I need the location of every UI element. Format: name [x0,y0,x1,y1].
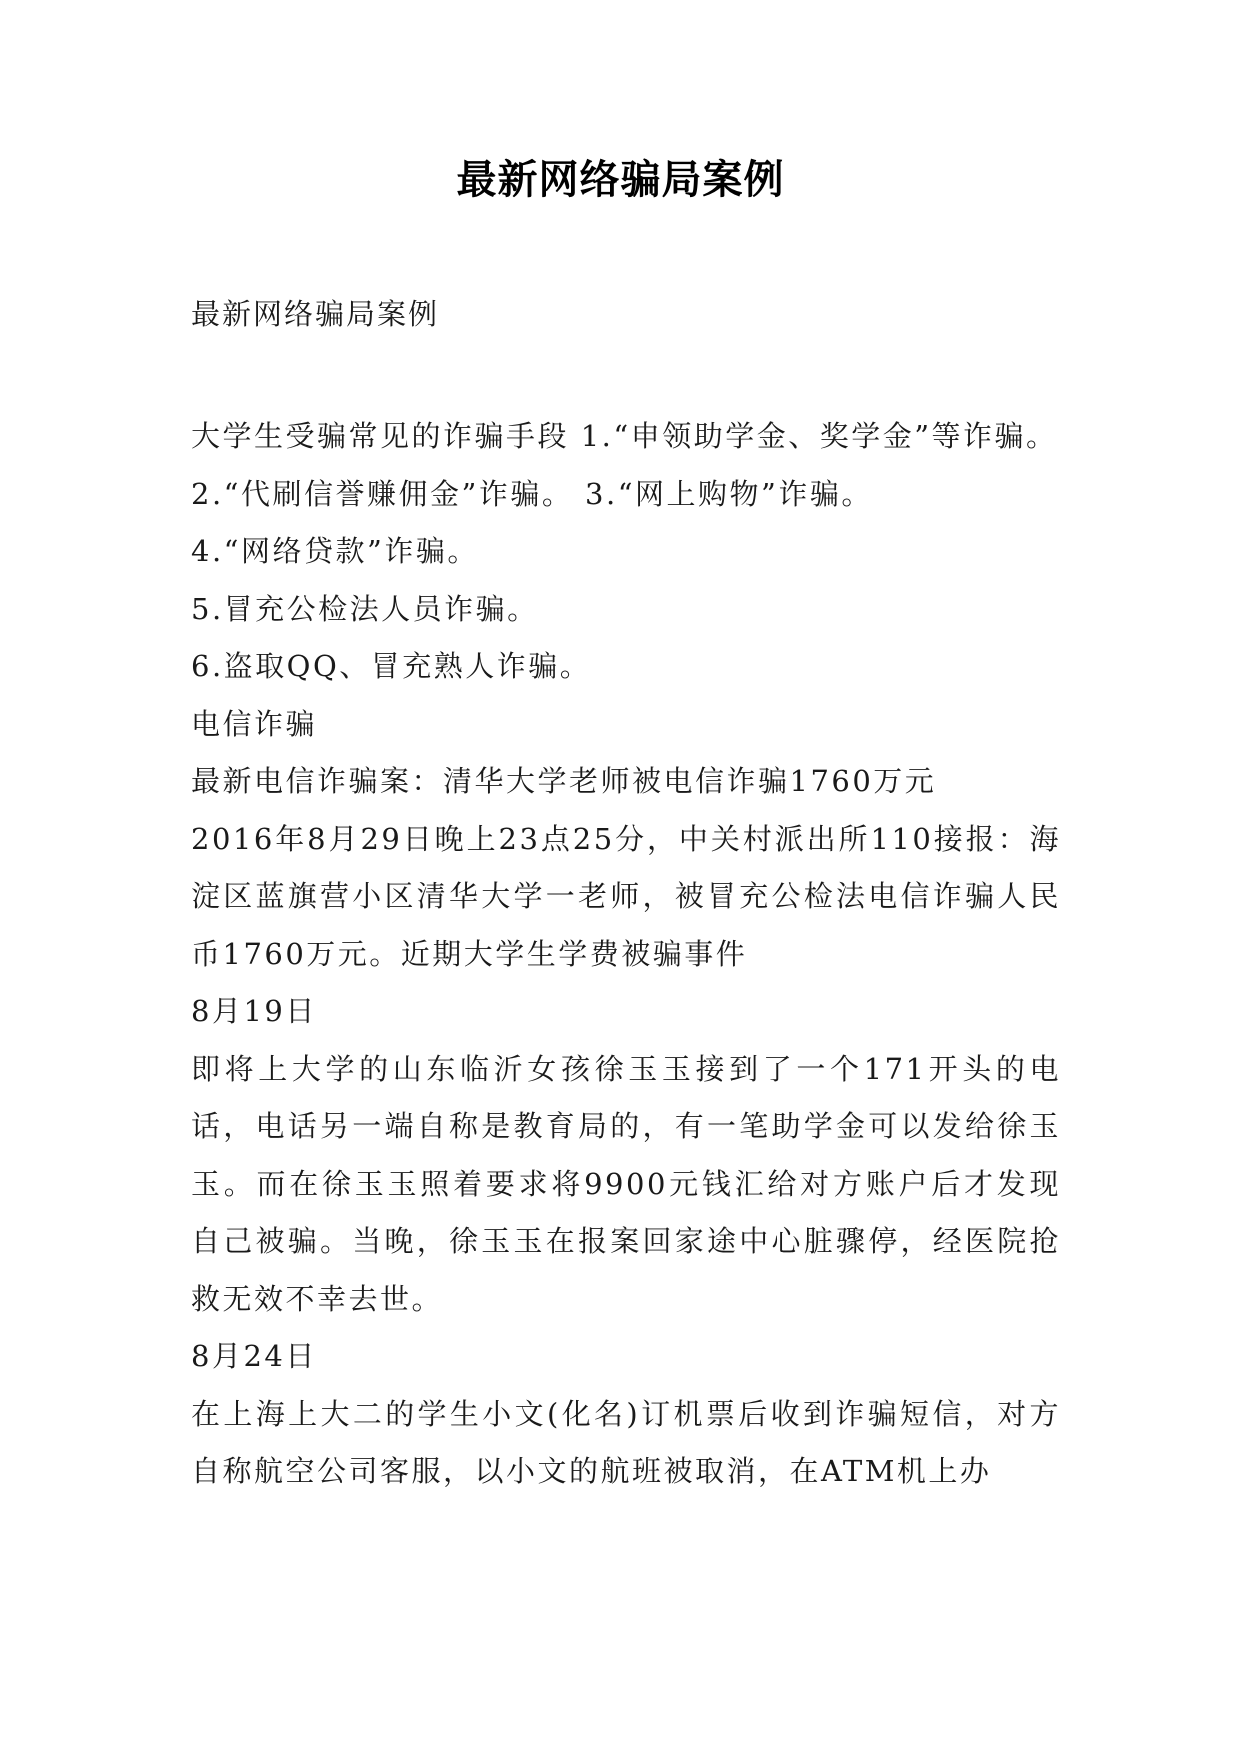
paragraph-case-headline: 最新电信诈骗案：清华大学老师被电信诈骗1760万元 [191,764,937,798]
paragraph-list-item: 6.盗取QQ、冒充熟人诈骗。 [191,649,592,683]
section-heading: 电信诈骗 [191,706,318,741]
document-subtitle: 最新网络骗局案例 [191,297,440,331]
document-body [191,408,1061,1501]
paragraph-scam-methods: 大学生受骗常见的诈骗手段 1.“申领助学金、奖学金”等诈骗。 [191,419,1058,453]
paragraph-list-item: 4.“网络贷款”诈骗。 [191,534,479,568]
paragraph-case-detail: 在上海上大二的学生小文(化名)订机票后收到诈骗短信，对方自称航空公司客服，以小文的航班被取消，在ATM机上办 [191,1396,1061,1488]
paragraph-date: 8月19日 [191,994,317,1028]
paragraph-case-detail: 即将上大学的山东临沂女孩徐玉玉接到了一个171开头的电话，电话另一端自称是教育局的，有一笔助学金可以发给徐玉玉。而在徐玉玉照着要求将9900元钱汇给对方账户后才发现自己被骗。当晚，徐玉玉在报案回家途中心脏骤停，经医院抢救无效不幸去世。 [191,1051,1061,1316]
paragraph-date: 8月24日 [191,1339,317,1373]
paragraph-case-detail: 2016年8月29日晚上23点25分，中关村派出所110接报：海淀区蓝旗营小区清华大学一老师，被冒充公检法电信诈骗人民币1760万元。近期大学生学费被骗事件 [191,821,1061,971]
document-title: 最新网络骗局案例 [456,157,785,203]
paragraph-list-item: 2.“代刷信誉赚佣金”诈骗。 3.“网上购物”诈骗。 [191,476,873,511]
paragraph-list-item: 5.冒充公检法人员诈骗。 [191,591,539,626]
